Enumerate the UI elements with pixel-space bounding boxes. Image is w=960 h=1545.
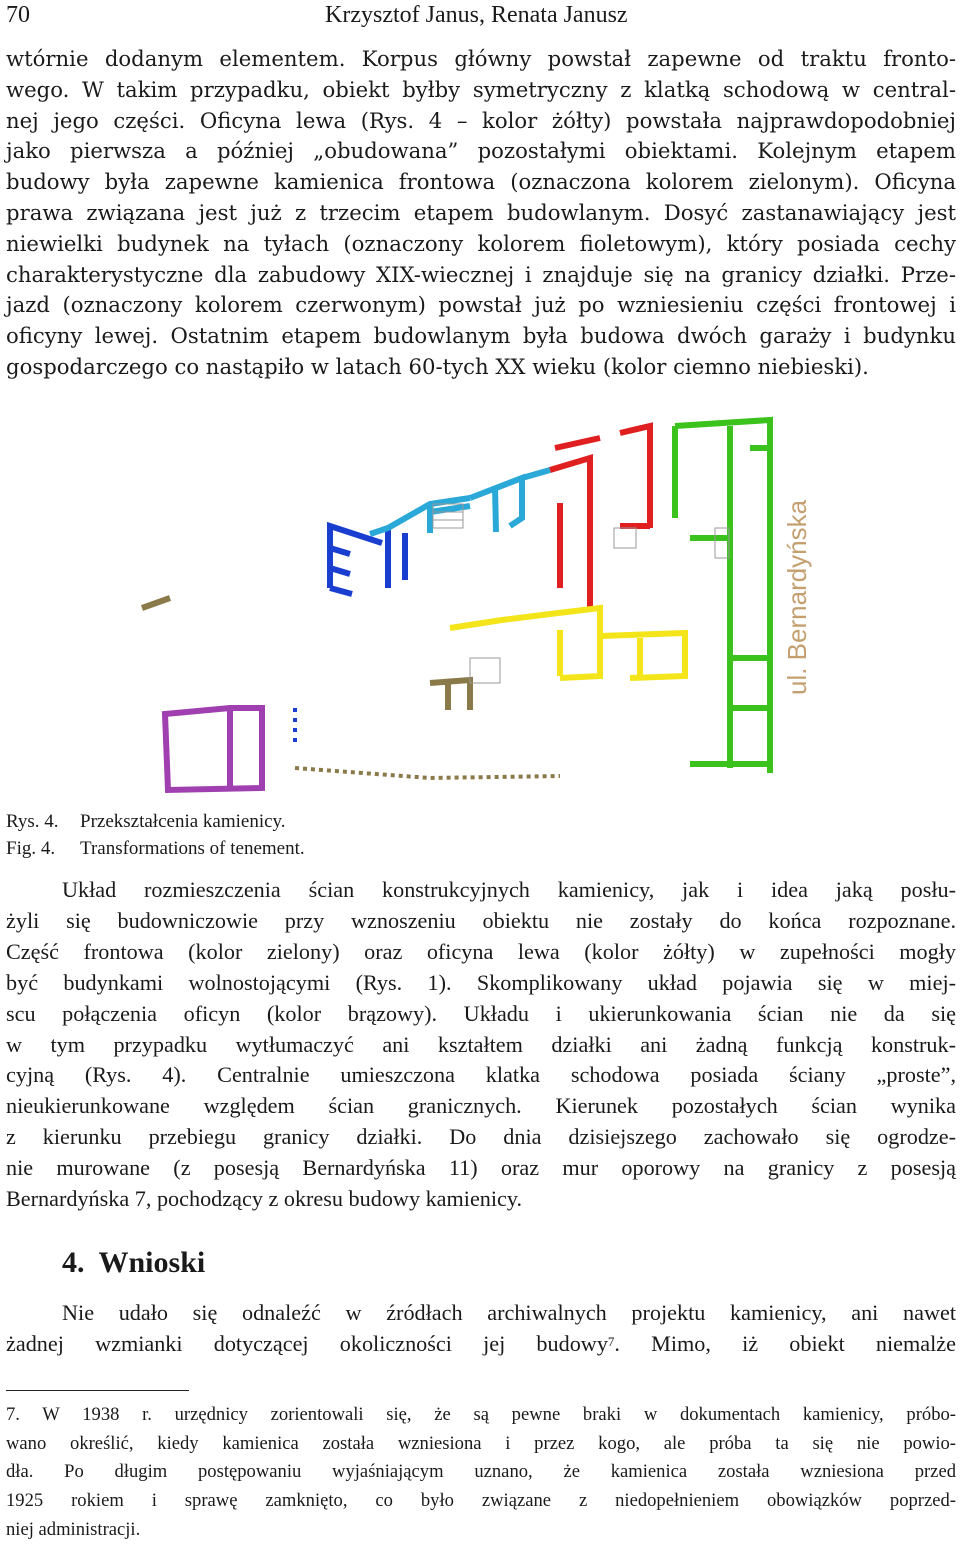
brown-wall xyxy=(295,768,560,778)
footnote-line: dła. Po długim postępowaniu wyjaśniającym uznano, że kamienica została wzniesiona przed xyxy=(6,1461,956,1483)
text-line: jako pierwsza a później „obudowana” pozostałymi obiektami. Kolejnym etapem xyxy=(6,138,956,164)
cyan-wall xyxy=(470,478,522,532)
text-line: wtórnie dodanym elementem. Korpus główny powstał zapewne od traktu fronto- xyxy=(6,46,956,71)
footnote-line: 1925 rokiem i sprawę zamknięto, co było związane z niedopełnieniem obowiązków poprzed- xyxy=(6,1490,956,1512)
page-header xyxy=(0,0,960,40)
section-title: Wnioski xyxy=(98,1246,206,1279)
cyan-wall xyxy=(522,470,550,478)
paragraph-conclusions xyxy=(6,1298,956,1360)
blue-garage-wall xyxy=(330,526,382,594)
text-line: Układ rozmieszczenia ścian konstrukcyjnych kamienicy, jak i idea jaką posłu- xyxy=(62,877,956,902)
section-number: 4. xyxy=(62,1246,85,1279)
text-line: żyli się budowniczowie przy wznoszeniu obiektu nie zostały do końca rozpoznane. xyxy=(6,907,956,933)
text-line: charakterystyczne dla zabudowy XIX-wiecznej i znajduje się na granicy działki. Prze- xyxy=(6,261,956,287)
footnote-line: wano określić, kiedy kamienica została wzniesiona i przez kogo, ale próba ta się nie powio- xyxy=(6,1432,956,1454)
footnote-line: 7. W 1938 r. urzędnicy zorientowali się, że są pewne braki w dokumentach kamienicy, próbo- xyxy=(6,1404,956,1425)
text-line: oficyny lewej. Ostatnim etapem budowlanym była budowa dwóch garaży i budynku xyxy=(6,323,956,349)
text-line: jazd (oznaczony kolorem czerwonym) powstał już po wzniesieniu części frontowej i xyxy=(6,292,956,318)
figure-caption-pl xyxy=(6,808,286,835)
text-line: nej jego części. Oficyna lewa (Rys. 4 – kolor żółty) powstała najprawdopodobniej xyxy=(6,107,956,133)
footnote xyxy=(6,1401,956,1545)
text-line: nieukierunkowane względem ścian granicznych. Kierunek pozostałych ścian wynika xyxy=(6,1093,956,1119)
text-line xyxy=(6,1329,956,1360)
red-wall xyxy=(550,438,600,608)
text-fragment: . Mimo, iż obiekt niemalże xyxy=(614,1330,956,1356)
footnote-ref: 7 xyxy=(607,1333,615,1349)
running-head-authors: Krzysztof Janus, Renata Janusz xyxy=(325,2,628,28)
cyan-wall xyxy=(370,498,470,534)
stairs-hatch xyxy=(614,528,636,548)
caption-text: Przekształcenia kamienicy. xyxy=(80,811,286,832)
text-line: Nie udało się odnaleźć w źródłach archiwalnych projektu kamienicy, ani nawet xyxy=(62,1300,956,1325)
street-label-container xyxy=(782,499,826,700)
caption-label: Rys. 4. xyxy=(6,811,59,832)
green-wall xyxy=(675,420,770,773)
section-heading xyxy=(62,1246,219,1280)
text-line: w tym przypadku wytłumaczyć ani kształtem działki ani żadną funkcją konstruk- xyxy=(6,1031,956,1057)
text-line: nie murowane (z posesją Bernardyńska 11) oraz mur oporowy na granicy z posesją xyxy=(6,1155,956,1181)
footnote-rule xyxy=(6,1390,189,1391)
footnote-line: niej administracji. xyxy=(6,1518,141,1540)
figure-caption-en xyxy=(6,835,305,862)
text-fragment: żadnej wzmianki dotyczącej okoliczności jej budowy xyxy=(6,1330,608,1356)
brown-wall xyxy=(430,680,470,710)
page-number: 70 xyxy=(6,2,30,28)
text-line: Część frontowa (kolor zielony) oraz oficyna lewa (kolor żółty) w zupełności mogły xyxy=(6,938,956,964)
paragraph-intro xyxy=(6,44,956,383)
stairs-hatch xyxy=(470,658,500,683)
street-label: ul. Bernardyńska xyxy=(782,499,812,695)
text-line: niewielki budynek na tyłach (oznaczony kolorem fioletowym), który posiada cechy xyxy=(6,230,956,256)
floor-plan-drawing xyxy=(130,408,830,803)
text-line: z kierunku przebiegu granicy działki. Do dnia dzisiejszego zachowało się ogrodze- xyxy=(6,1124,956,1150)
text-line: prawa związana jest już z trzecim etapem budowlanym. Dosyć zastanawiający jest xyxy=(6,199,956,225)
caption-text: Transformations of tenement. xyxy=(80,838,305,859)
text-line: scu połączenia oficyn (kolor brązowy). Układu i ukierunkowania ścian nie da się xyxy=(6,1000,956,1026)
purple-wall xyxy=(165,708,262,790)
text-line: budowy była zapewne kamienica frontowa (oznaczona kolorem zielonym). Oficyna xyxy=(6,169,956,195)
brown-wall xyxy=(142,598,170,608)
red-wall xyxy=(620,426,650,528)
text-line: gospodarczego co nastąpiło w latach 60-tych XX wieku (kolor ciemno niebieski). xyxy=(6,353,869,379)
caption-label: Fig. 4. xyxy=(6,838,56,859)
text-line: cyjną (Rys. 4). Centralnie umieszczona klatka schodowa posiada ściany „proste”, xyxy=(6,1062,956,1088)
blue-garage-wall xyxy=(388,528,405,588)
yellow-wall xyxy=(450,608,685,678)
paragraph-structure xyxy=(6,875,956,1215)
text-line: być budynkami wolnostojącymi (Rys. 1). Skomplikowany układ pojawia się w miej- xyxy=(6,969,956,995)
floor-plan-figure xyxy=(130,408,830,803)
text-line: wego. W takim przypadku, obiekt byłby symetryczny z klatką schodową w central- xyxy=(6,76,956,102)
text-line: Bernardyńska 7, pochodzący z okresu budowy kamienicy. xyxy=(6,1186,523,1212)
stairs-hatch xyxy=(715,528,729,558)
